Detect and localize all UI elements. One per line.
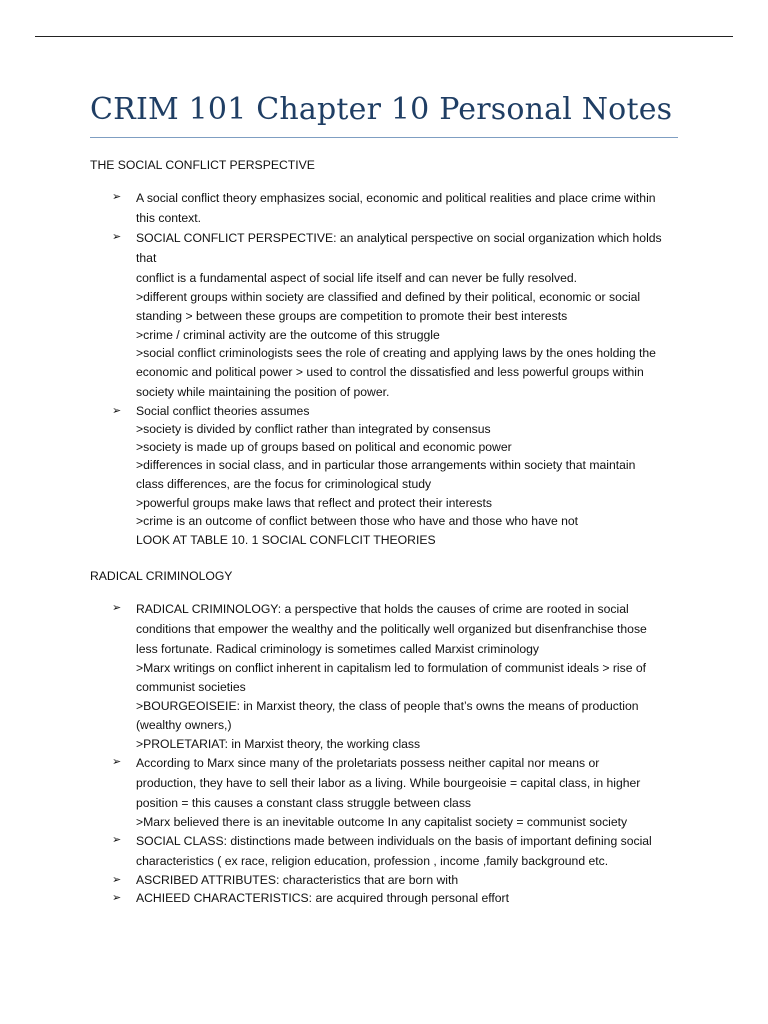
bullet-item	[90, 188, 682, 228]
bullet-item	[90, 871, 682, 889]
bullet-line: According to Marx since many of the proletariats possess neither capital nor means or	[136, 756, 600, 770]
bullet-line: characteristics ( ex race, religion education, profession , income ,family background etc.	[136, 854, 609, 868]
section-radical-criminology	[90, 567, 682, 907]
bullet-line: >society is divided by conflict rather than integrated by consensus	[136, 422, 491, 436]
bullet-list	[90, 188, 682, 550]
bullet-line: >different groups within society are classified and defined by their political, economic or social	[136, 290, 641, 304]
bullet-line: >powerful groups make laws that reflect and protect their interests	[136, 496, 492, 510]
bullet-line: this context.	[136, 211, 202, 225]
bullet-line: >differences in social class, and in particular those arrangements within society that maintain	[136, 458, 636, 472]
bullet-line: SOCIAL CLASS: distinctions made between individuals on the basis of important defining social	[136, 834, 652, 848]
arrow-bullet-icon: ➢	[112, 834, 122, 846]
bullet-line: RADICAL CRIMINOLOGY: a perspective that holds the causes of crime are rooted in social	[136, 602, 629, 616]
bullet-line: >crime / criminal activity are the outcome of this struggle	[136, 328, 440, 342]
section-heading: THE SOCIAL CONFLICT PERSPECTIVE	[90, 158, 315, 172]
bullet-item	[90, 402, 682, 550]
section-social-conflict-perspective	[90, 156, 682, 550]
bullet-line: conflict is a fundamental aspect of social life itself and can never be fully resolved.	[136, 271, 578, 285]
bullet-line: >crime is an outcome of conflict between those who have and those who have not	[136, 514, 579, 528]
arrow-bullet-icon: ➢	[112, 191, 122, 203]
bullet-line: conditions that empower the wealthy and the politically well organized but disenfranchise those	[136, 622, 647, 636]
header-rule	[35, 36, 733, 37]
arrow-bullet-icon: ➢	[112, 231, 122, 243]
page-title: CRIM 101 Chapter 10 Personal Notes	[90, 92, 673, 127]
bullet-item	[90, 599, 682, 753]
arrow-bullet-icon: ➢	[112, 874, 122, 886]
title-underline	[90, 137, 678, 138]
bullet-item	[90, 889, 682, 907]
bullet-line: standing > between these groups are competition to promote their best interests	[136, 309, 568, 323]
bullet-line: SOCIAL CONFLICT PERSPECTIVE: an analytical perspective on social organization which holds that	[136, 231, 662, 265]
bullet-line: >Marx writings on conflict inherent in capitalism led to formulation of communist ideals > rise of	[136, 661, 647, 675]
bullet-line: class differences, are the focus for criminological study	[136, 477, 432, 491]
bullet-line: economic and political power > used to control the dissatisfied and less powerful groups within	[136, 365, 644, 379]
arrow-bullet-icon: ➢	[112, 892, 122, 904]
bullet-line: A social conflict theory emphasizes social, economic and political realities and place crime within	[136, 191, 656, 205]
arrow-bullet-icon: ➢	[112, 602, 122, 614]
arrow-bullet-icon: ➢	[112, 405, 122, 417]
bullet-line: LOOK AT TABLE 10. 1 SOCIAL CONFLCIT THEORIES	[136, 533, 436, 547]
document-body	[90, 156, 682, 907]
bullet-line: less fortunate. Radical criminology is sometimes called Marxist criminology	[136, 642, 540, 656]
bullet-line: >Marx believed there is an inevitable outcome In any capitalist society = communist society	[136, 815, 628, 829]
bullet-item	[90, 831, 682, 871]
bullet-list	[90, 599, 682, 907]
bullet-line: ASCRIBED ATTRIBUTES: characteristics that are born with	[136, 873, 459, 887]
section-heading: RADICAL CRIMINOLOGY	[90, 569, 233, 583]
bullet-line: production, they have to sell their labor as a living. While bourgeoisie = capital class, in higher	[136, 776, 641, 790]
bullet-line: ACHIEED CHARACTERISTICS: are acquired through personal effort	[136, 891, 509, 905]
bullet-line: communist societies	[136, 680, 246, 694]
bullet-item	[90, 228, 682, 402]
bullet-line: position = this causes a constant class struggle between class	[136, 796, 472, 810]
bullet-line: Social conflict theories assumes	[136, 404, 310, 418]
bullet-line: >society is made up of groups based on political and economic power	[136, 440, 512, 454]
bullet-line: society while maintaining the position of power.	[136, 385, 390, 399]
bullet-line: (wealthy owners,)	[136, 718, 232, 732]
bullet-item	[90, 753, 682, 831]
bullet-line: >social conflict criminologists sees the role of creating and applying laws by the ones holding the	[136, 346, 656, 360]
arrow-bullet-icon: ➢	[112, 756, 122, 768]
bullet-line: >PROLETARIAT: in Marxist theory, the working class	[136, 737, 421, 751]
bullet-line: >BOURGEOISEIE: in Marxist theory, the class of people that’s owns the means of production	[136, 699, 639, 713]
